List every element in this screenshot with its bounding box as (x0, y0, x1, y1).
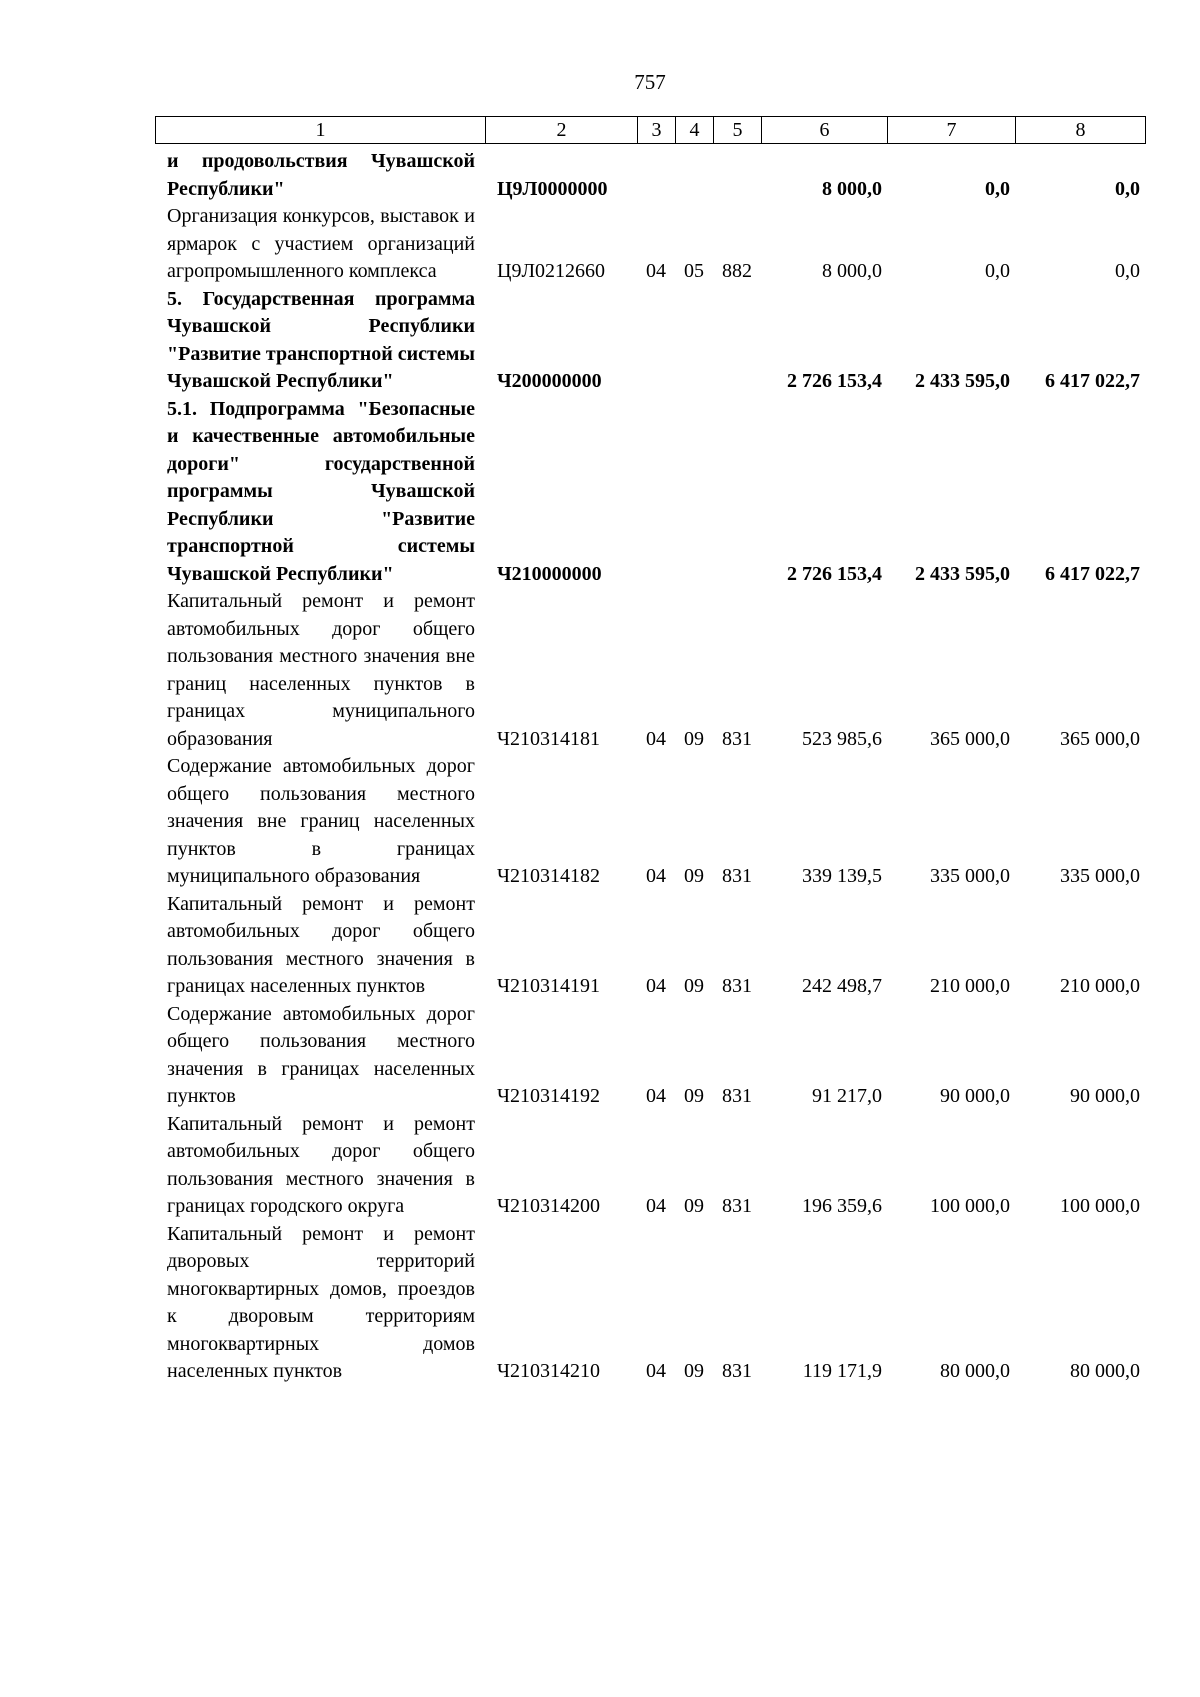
row-description: 5.1. Подпрограмма "Безопасные и качественные автомобильные дороги" государственной программы Чувашской Республики "Развитие транспортной системы Чувашской Республики" (167, 397, 475, 585)
row-expense-type-code: 831 (722, 727, 752, 750)
row-section-code: 04 (646, 1195, 666, 1217)
table-row (155, 588, 1145, 753)
row-expense-type-code (713, 286, 761, 396)
table-row (155, 753, 1145, 891)
row-subsection-code: 09 (684, 1360, 704, 1382)
row-target-code: Ч200000000 (497, 370, 602, 392)
row-amount-col8: 210 000,0 (1060, 975, 1140, 997)
row-amount-col8: 335 000,0 (1060, 865, 1140, 887)
table-row (155, 148, 1145, 203)
row-amount-col8: 0,0 (1115, 260, 1140, 282)
column-header-table (155, 116, 1146, 144)
row-section-code (637, 148, 675, 203)
row-amount-col8: 6 417 022,7 (1045, 370, 1140, 392)
row-section-code: 04 (646, 260, 666, 282)
row-description: Содержание автомобильных дорог общего пользования местного значения вне границ населенных пунктов в границах муниципального образования (167, 755, 475, 887)
column-header-2: 2 (486, 117, 638, 144)
row-target-code: Ц9Л0000000 (497, 177, 608, 200)
row-amount-col7: 0,0 (985, 177, 1010, 200)
row-amount-col6: 8 000,0 (822, 177, 882, 200)
row-amount-col8: 90 000,0 (1070, 1085, 1140, 1107)
table-row (155, 286, 1145, 396)
table-row (155, 1111, 1145, 1221)
row-subsection-code: 09 (684, 865, 704, 887)
row-description: Капитальный ремонт и ремонт автомобильных дорог общего пользования местного значения вне границ населенных пунктов в границах муниципального образования (167, 590, 475, 750)
row-description: 5. Государственная программа Чувашской Республики "Развитие транспортной системы Чувашской Республики" (167, 287, 475, 392)
row-subsection-code: 09 (684, 1195, 704, 1217)
row-description: Содержание автомобильных дорог общего пользования местного значения в границах населенных пунктов (167, 1002, 475, 1107)
row-section-code: 04 (646, 975, 666, 997)
row-subsection-code: 09 (684, 727, 704, 750)
row-amount-col6: 119 171,9 (802, 1360, 882, 1382)
row-expense-type-code (713, 148, 761, 203)
page-number: 757 (634, 70, 666, 94)
row-section-code: 04 (646, 1085, 666, 1107)
row-description: Капитальный ремонт и ремонт автомобильных дорог общего пользования местного значения в границах городского округа (167, 1112, 475, 1217)
row-amount-col7: 210 000,0 (930, 975, 1010, 997)
row-section-code: 04 (646, 1360, 666, 1382)
row-subsection-code (675, 286, 713, 396)
budget-table-body (155, 148, 1145, 1386)
row-expense-type-code: 831 (722, 1085, 752, 1107)
column-header-8: 8 (1016, 117, 1146, 144)
row-section-code (637, 396, 675, 589)
row-subsection-code: 09 (684, 975, 704, 997)
row-amount-col6: 2 726 153,4 (787, 562, 882, 585)
row-target-code: Ч210314191 (497, 975, 600, 997)
row-subsection-code (675, 396, 713, 589)
row-expense-type-code: 831 (722, 1360, 752, 1382)
table-row (155, 1221, 1145, 1386)
row-target-code: Ч210000000 (497, 562, 602, 585)
column-header-1: 1 (156, 117, 486, 144)
row-subsection-code (675, 148, 713, 203)
row-section-code: 04 (646, 727, 666, 750)
row-section-code (637, 286, 675, 396)
row-amount-col6: 2 726 153,4 (787, 370, 882, 392)
column-header-3: 3 (638, 117, 676, 144)
row-description: Капитальный ремонт и ремонт автомобильных дорог общего пользования местного значения в границах населенных пунктов (167, 892, 475, 997)
row-amount-col6: 339 139,5 (802, 865, 882, 887)
row-target-code: Ч210314182 (497, 865, 600, 887)
row-amount-col6: 523 985,6 (802, 727, 882, 750)
column-header-5: 5 (714, 117, 762, 144)
row-expense-type-code: 831 (722, 975, 752, 997)
row-expense-type-code: 882 (722, 260, 752, 282)
row-amount-col8: 100 000,0 (1060, 1195, 1140, 1217)
row-target-code: Ч210314192 (497, 1085, 600, 1107)
row-expense-type-code: 831 (722, 1195, 752, 1217)
table-row (155, 396, 1145, 589)
row-amount-col6: 242 498,7 (802, 975, 882, 997)
row-section-code: 04 (646, 865, 666, 887)
row-amount-col7: 80 000,0 (940, 1360, 1010, 1382)
column-header-4: 4 (676, 117, 714, 144)
table-row (155, 1001, 1145, 1111)
row-amount-col8: 80 000,0 (1070, 1360, 1140, 1382)
row-amount-col6: 196 359,6 (802, 1195, 882, 1217)
row-amount-col7: 2 433 595,0 (915, 370, 1010, 392)
row-amount-col7: 335 000,0 (930, 865, 1010, 887)
row-amount-col6: 91 217,0 (812, 1085, 882, 1107)
row-target-code: Ц9Л0212660 (497, 260, 606, 282)
row-target-code: Ч210314210 (497, 1360, 600, 1382)
row-description: Организация конкурсов, выставок и ярмарок с участием организаций агропромышленного комплекса (167, 205, 475, 282)
table-row (155, 891, 1145, 1001)
row-amount-col7: 0,0 (985, 260, 1010, 282)
row-expense-type-code (713, 396, 761, 589)
row-amount-col8: 365 000,0 (1060, 727, 1140, 750)
column-header-6: 6 (762, 117, 888, 144)
row-amount-col6: 8 000,0 (822, 260, 882, 282)
row-description: Капитальный ремонт и ремонт дворовых территорий многоквартирных домов, проездов к дворовым территориям многоквартирных домов населенных пунктов (167, 1222, 475, 1382)
row-amount-col7: 90 000,0 (940, 1085, 1010, 1107)
column-header-row (156, 117, 1146, 144)
row-expense-type-code: 831 (722, 865, 752, 887)
row-amount-col8: 0,0 (1115, 177, 1140, 200)
row-amount-col7: 2 433 595,0 (915, 562, 1010, 585)
row-amount-col8: 6 417 022,7 (1045, 562, 1140, 585)
row-subsection-code: 09 (684, 1085, 704, 1107)
row-amount-col7: 365 000,0 (930, 727, 1010, 750)
budget-table (155, 148, 1145, 1386)
table-row (155, 203, 1145, 286)
row-amount-col7: 100 000,0 (930, 1195, 1010, 1217)
row-subsection-code: 05 (684, 260, 704, 282)
row-description: и продовольствия Чувашской Республики" (167, 150, 475, 200)
row-target-code: Ч210314181 (497, 727, 600, 750)
column-header-7: 7 (888, 117, 1016, 144)
row-target-code: Ч210314200 (497, 1195, 600, 1217)
